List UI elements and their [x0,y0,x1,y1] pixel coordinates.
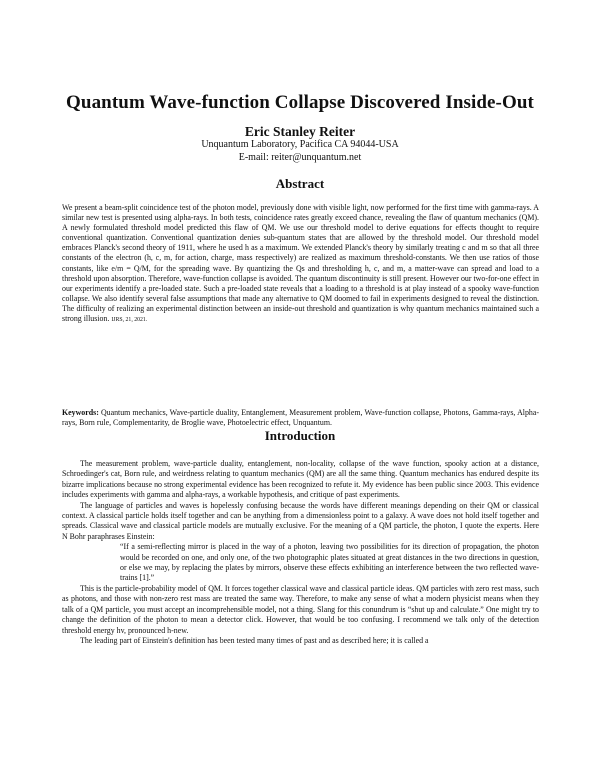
author-affiliation: Unquantum Laboratory, Pacifica CA 94044-USA [201,139,399,150]
abstract-text: We present a beam-split coincidence test of the photon model, previously done with visible light, now performed for the first time with gamma-rays. A similar new test is presented using alpha-rays. In both tests, coincidence rates greatly exceed chance, revealing the flaw of quantum mechanics (QM). A newly formulated threshold model predicted this flaw of QM. We use our threshold model to derive equations for effects thought to require conventional quantization. Conventional quantization denies sub-quantum states that are allowed by the threshold model. Our threshold model embraces Planck's second theory of 1911, where he used h as a maximum. We extended Planck's theory by similarly treating c and m so that all three constants of the electron (h, c, m, for action, charge, mass respectively) are realized as maximum threshold-constants. We then use ratios of those constants, like e/m = Q/M, for the spreading wave. By quantizing the Qs and thresholding h, c, and m, a matter-wave can spread and load to a threshold upon absorption. Therefore, wave-function collapse is avoided. The quantum discontinuity is still present. However our two-for-one effect in our experiments identify a pre-loaded state. Such a pre-loaded state reveals that a loading to a threshold is at play instead of a spooky wave-function collapse. We also identify several false assumptions that made any alternative to QM doomed to fail in experiments designed to reveal the distinction. The difficulty of realizing an experimental distinction between an inside-out threshold and quantization is why quantum mechanics maintained such a strong illusion. [62,203,539,324]
abstract-heading: Abstract [275,176,325,191]
keywords [62,408,539,428]
intro-paragraph-1: The measurement problem, wave-particle duality, entanglement, non-locality, collapse of the wave function, spooky action at a distance, Schroedinger's cat, Born rule, and weirdness relating to quantum mechanics (QM) are all the same thing. Quantum mechanics has endured despite its bizarre implications because no strong experimental evidence has been recognized to refute it. My evidence has been public since 2003. This evidence includes experiments with gamma and alpha-rays, a workable hypothesis, and critique of past experiments. [62,459,539,500]
intro-paragraph-4: The leading part of Einstein's definition has been tested many times of past and as described here; it is called a [80,635,429,645]
author-name: Eric Stanley Reiter [244,124,356,139]
intro-paragraph-3: This is the particle-probability model of QM. It forces together classical wave and classical particle ideas. QM particles with zero rest mass, such as photons, and those with non-zero rest mass are treated the same way. Therefore, to make any sense of what a modern physicist means when they talk of a QM particle, you must accept an incomprehensible model, not a thing. Slang for this conundrum is “shut up and calculate.” One might try to change the definition of the photon to mean a detector click. However, that would be too confusing. I recommend we talk only of the detection threshold energy hv, pronounced h-new. [62,583,539,635]
abstract-body [62,203,539,325]
keywords-label: Keywords: [62,408,99,417]
intro-paragraph-2: The language of particles and waves is hopelessly confusing because the words have different meanings depending on their QM or classical context. A classical particle holds itself together and can be anything from a dimensionless point to a galaxy. A wave does not hold itself together and spreads. Classical wave and classical particle models are mutually exclusive. For the meaning of a QM particle, the photon, I quote the experts. Here N Bohr paraphrases Einstein: [62,500,539,541]
einstein-quote: “If a semi-reflecting mirror is placed in the way of a photon, leaving two possibilities for its direction of propagation, the photon would be recorded on one, and only one, of the two photographic plates situated at great distances in the two directions in question, or else we may, by replacing the plates by mirrors, observe these effects exhibiting an interference between the two reflected wave-trains [1].” [120,542,539,583]
keywords-text: Quantum mechanics, Wave-particle duality, Entanglement, Measurement problem, Wave-function collapse, Photons, Gamma-rays, Alpha-rays, Born rule, Complementarity, de Broglie wave, Photoelectric effect, Unquantum. [62,408,539,428]
author-email: E-mail: reiter@unquantum.net [238,152,362,163]
paper-title: Quantum Wave-function Collapse Discovered Inside-Out [66,92,534,113]
introduction-heading: Introduction [264,428,336,443]
abstract-citation: IJRS, 21, 2021. [111,317,148,324]
introduction-body [62,459,539,646]
